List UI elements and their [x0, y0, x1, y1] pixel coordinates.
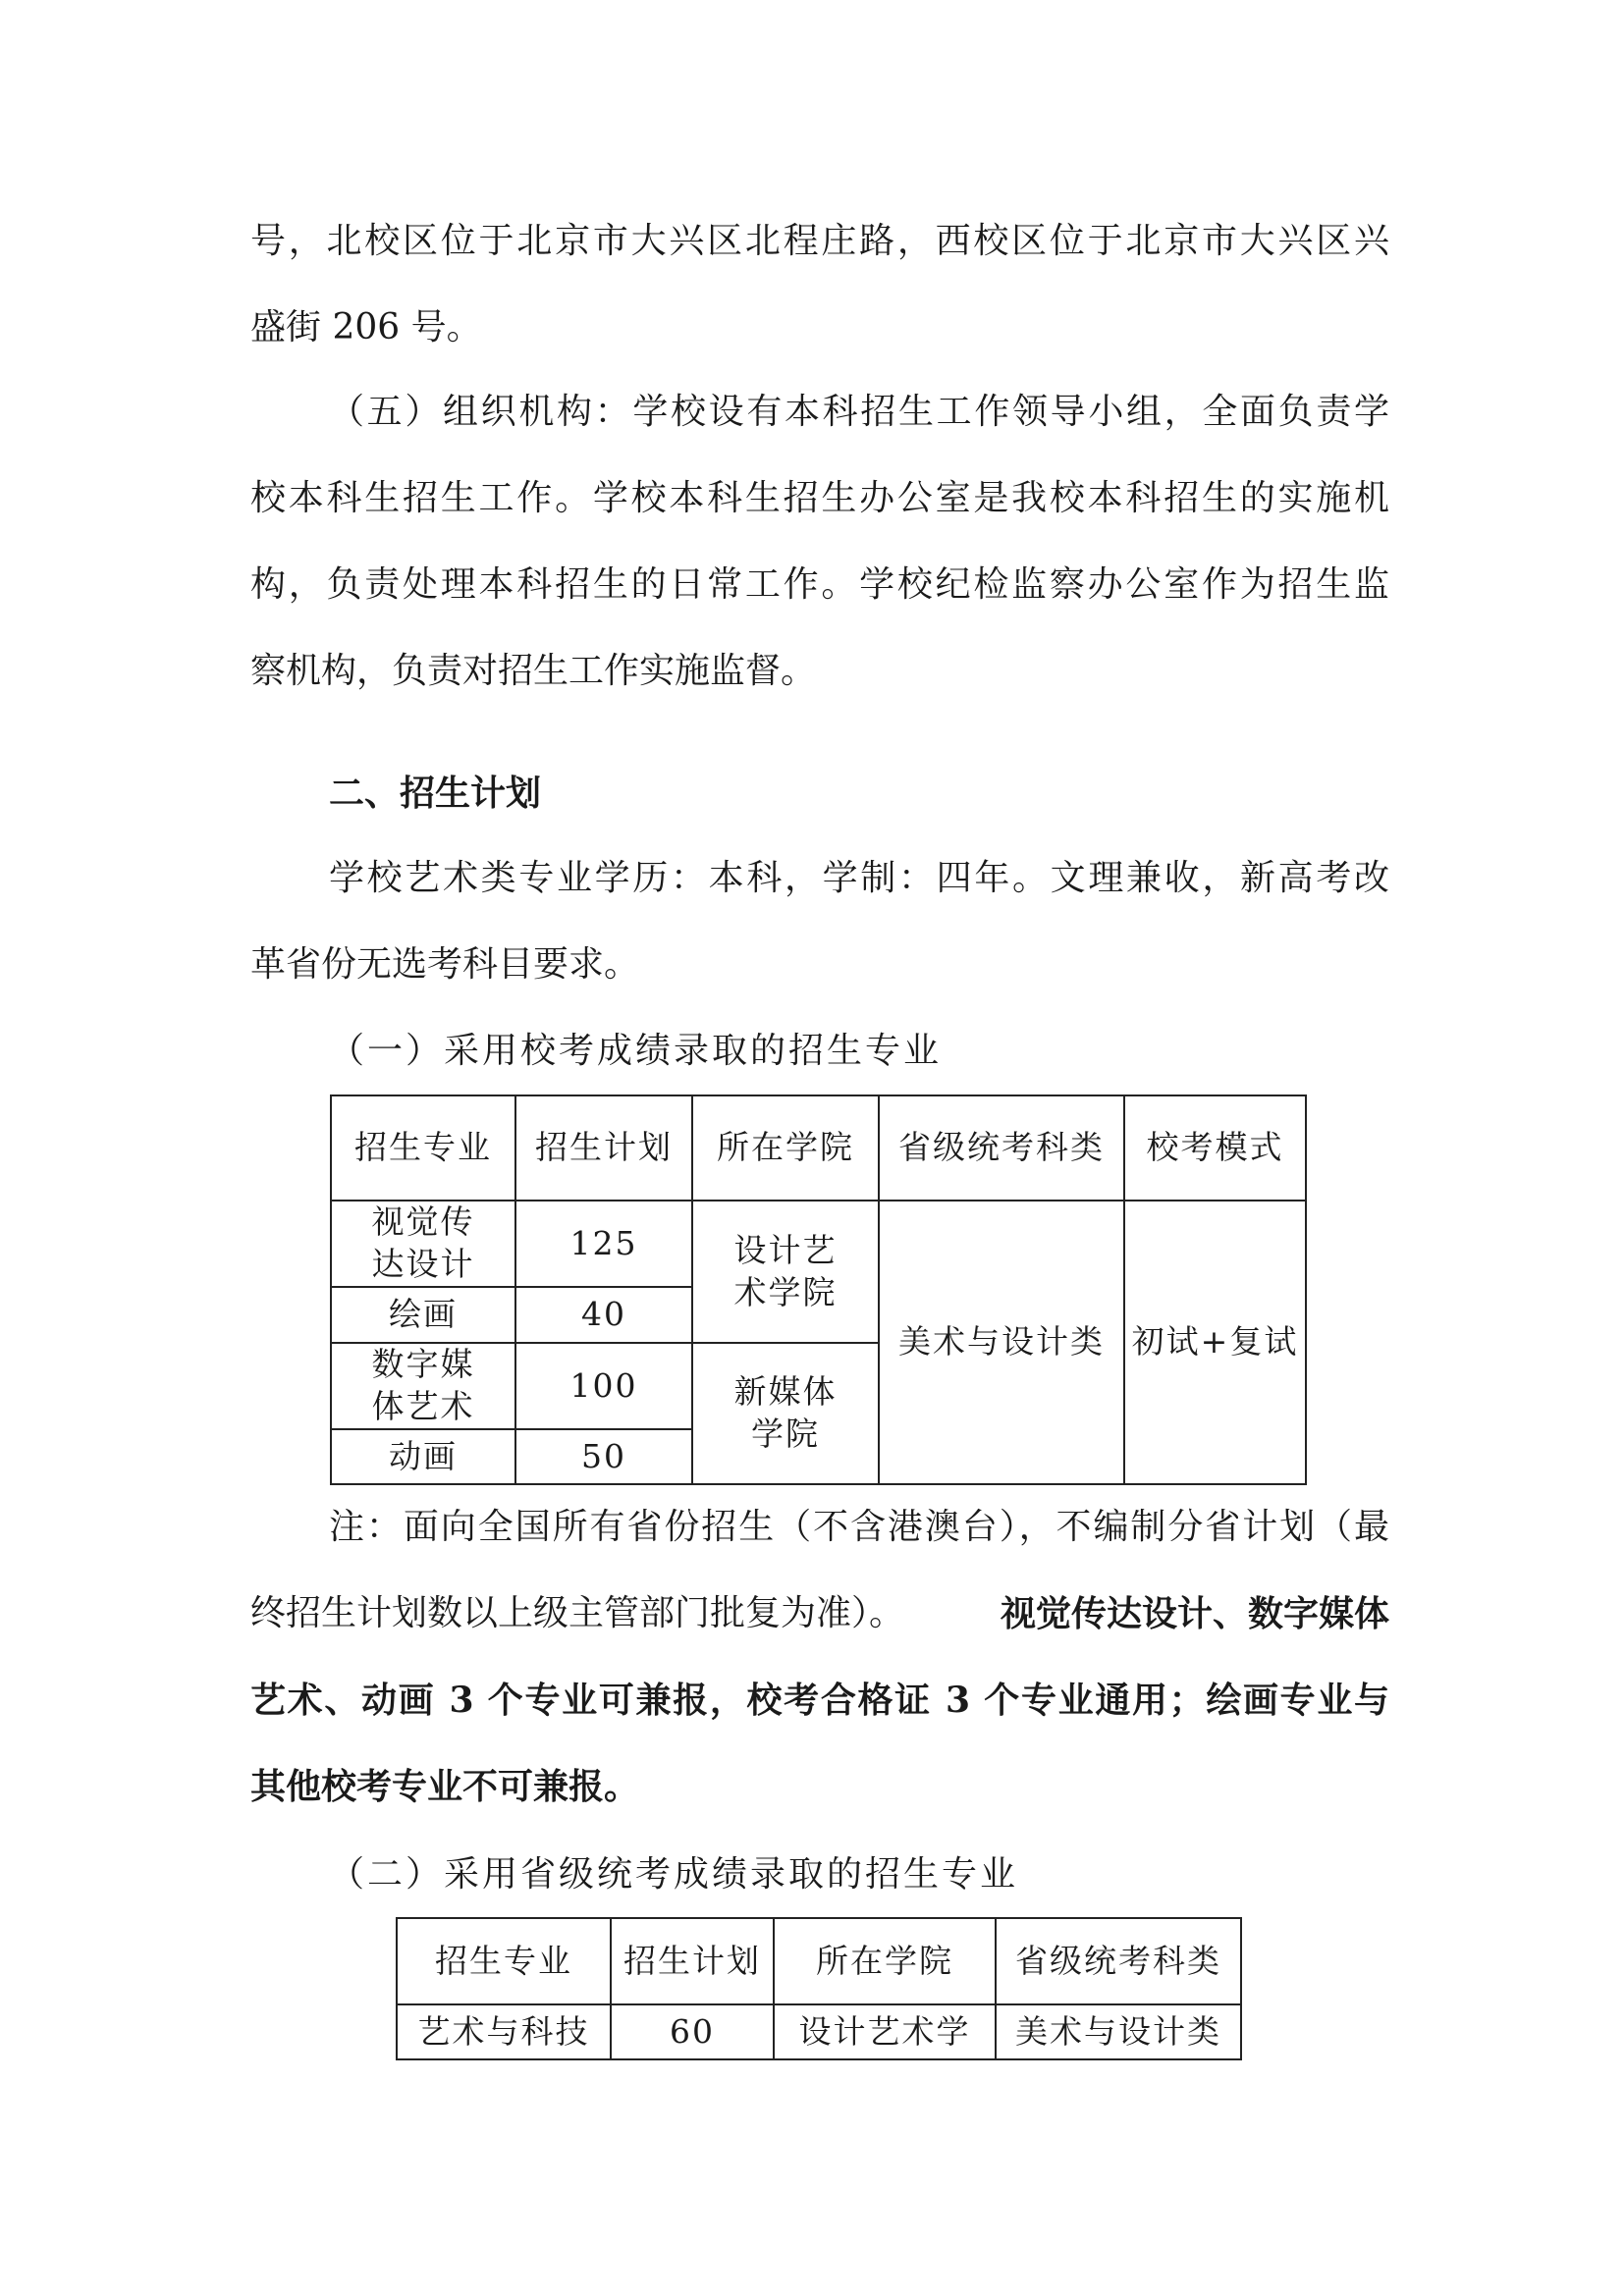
- text-line: 号，北校区位于北京市大兴区北程庄路，西校区位于北京市大兴区兴: [250, 221, 1389, 261]
- note-emphasis: 艺术、动画 3 个专业可兼报，校考合格证 3 个专业通用；绘画专业与: [250, 1680, 1389, 1721]
- table-header: 招生专业: [397, 1918, 611, 2004]
- admission-table-school-exam: [330, 1095, 1307, 1485]
- table-header: 校考模式: [1124, 1095, 1306, 1201]
- table-cell-plan: 125: [515, 1201, 692, 1287]
- text-line: 构，负责处理本科招生的日常工作。学校纪检监察办公室作为招生监: [250, 564, 1389, 605]
- text-line: 校本科生招生工作。学校本科生招生办公室是我校本科招生的实施机: [250, 478, 1389, 518]
- table-cell-college: 新媒体学院: [692, 1343, 879, 1484]
- table-header-row: [397, 1918, 1241, 2004]
- table-row: [397, 2004, 1241, 2059]
- text-line: （五）组织机构：学校设有本科招生工作领导小组，全面负责学: [329, 392, 1389, 432]
- table-header: 所在学院: [692, 1095, 879, 1201]
- text-line: [250, 1593, 1389, 1634]
- note-text: 终招生计划数以上级主管部门批复为准）。: [250, 1593, 905, 1633]
- table-header: 招生专业: [331, 1095, 515, 1201]
- table-cell-college: 设计艺术学院: [692, 1201, 879, 1343]
- text-line: 注：面向全国所有省份招生（不含港澳台），不编制分省计划（最: [329, 1507, 1389, 1547]
- text-line: 察机构，负责对招生工作实施监督。: [250, 651, 817, 691]
- table1-caption: （一）采用校考成绩录取的招生专业: [329, 1031, 943, 1071]
- table-cell-major: 绘画: [331, 1287, 515, 1343]
- table-cell-plan: 60: [611, 2004, 774, 2059]
- text-line: 革省份无选考科目要求。: [250, 944, 640, 985]
- table-cell-category: 美术与设计类: [879, 1201, 1124, 1484]
- table-cell-plan: 50: [515, 1429, 692, 1484]
- table-cell-plan: 100: [515, 1343, 692, 1429]
- text-line: 盛街 206 号。: [250, 307, 482, 347]
- text-line: 学校艺术类专业学历：本科，学制：四年。文理兼收，新高考改: [329, 858, 1389, 898]
- admission-table-provincial-exam: [396, 1917, 1242, 2060]
- table-cell-major: 艺术与科技: [397, 2004, 611, 2059]
- table-header: 所在学院: [774, 1918, 996, 2004]
- table-cell-major: 视觉传达设计: [331, 1201, 515, 1287]
- table-cell-major: 数字媒体艺术: [331, 1343, 515, 1429]
- table-cell-category: 美术与设计类: [996, 2004, 1241, 2059]
- table-cell-mode: 初试+复试: [1124, 1201, 1306, 1484]
- table-cell-plan: 40: [515, 1287, 692, 1343]
- note-emphasis: 视觉传达设计、数字媒体: [1000, 1593, 1389, 1634]
- table-cell-major: 动画: [331, 1429, 515, 1484]
- table-header: 招生计划: [515, 1095, 692, 1201]
- table-header-row: [331, 1095, 1306, 1201]
- note-emphasis: 其他校考专业不可兼报。: [250, 1766, 640, 1807]
- table-header: 省级统考科类: [996, 1918, 1241, 2004]
- table-row: [331, 1201, 1306, 1287]
- table2-caption: （二）采用省级统考成绩录取的招生专业: [329, 1854, 1019, 1895]
- table-header: 招生计划: [611, 1918, 774, 2004]
- section-heading: 二、招生计划: [329, 773, 542, 814]
- table-cell-college: 设计艺术学: [774, 2004, 996, 2059]
- table-header: 省级统考科类: [879, 1095, 1124, 1201]
